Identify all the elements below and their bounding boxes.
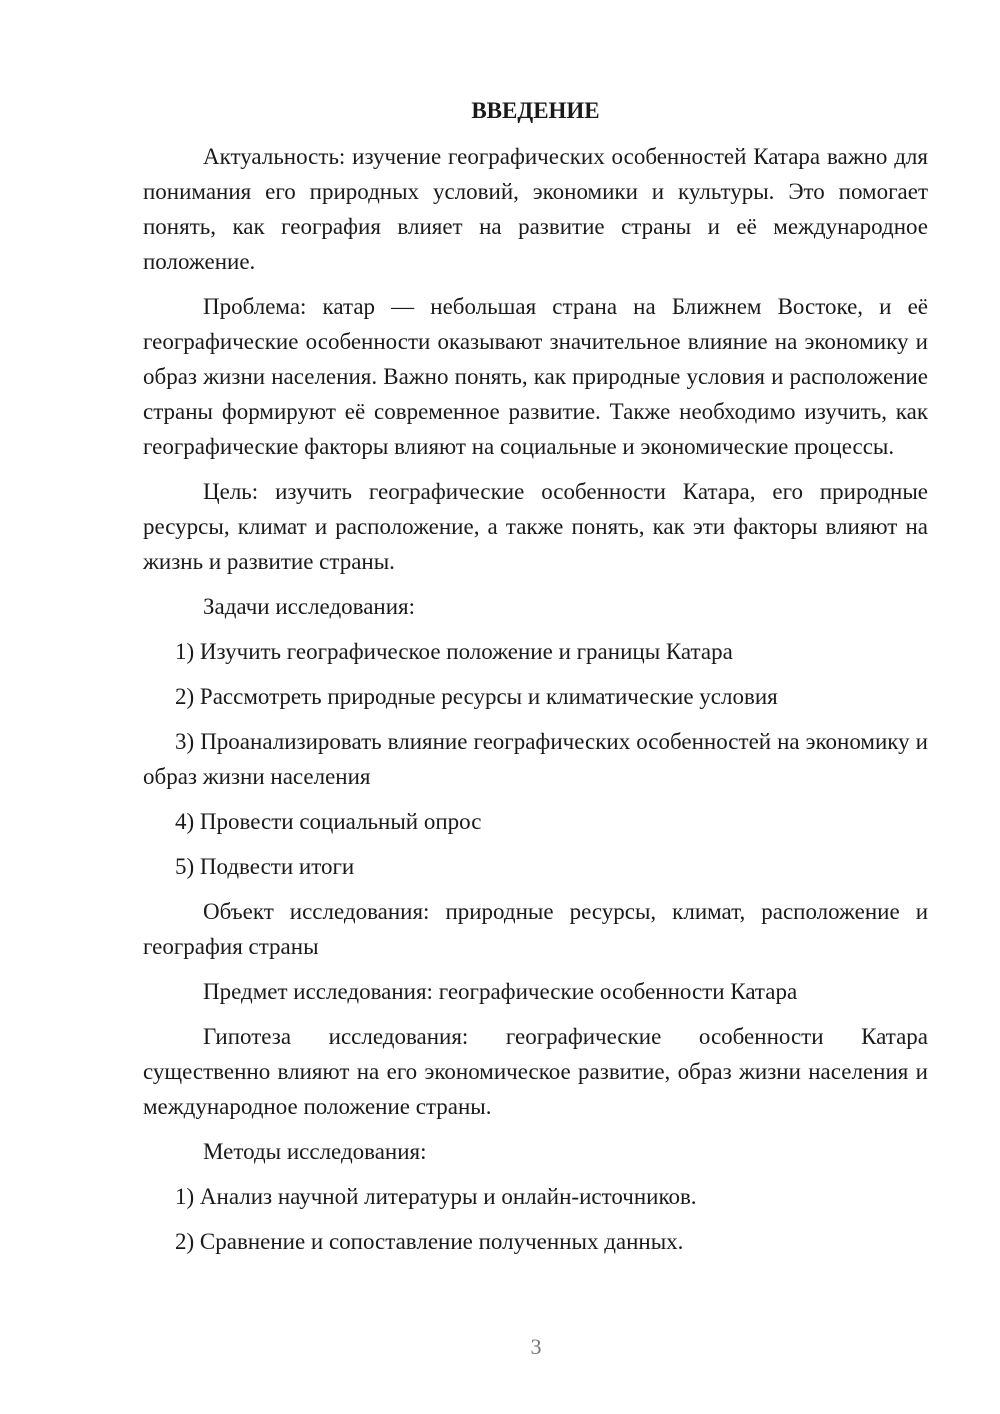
task-item: 3) Проанализировать влияние географических особенностей на экономику и образ жизни населения	[143, 729, 928, 789]
task-item: 2) Рассмотреть природные ресурсы и климатические условия	[175, 684, 778, 709]
page-number: 3	[530, 1334, 542, 1359]
task-item: 5) Подвести итоги	[175, 854, 355, 879]
hypothesis-paragraph: Гипотеза исследования: географические особенности Катара существенно влияют на его экономическое развитие, образ жизни населения и международное положение страны.	[143, 1024, 928, 1119]
task-item: 4) Провести социальный опрос	[175, 809, 482, 834]
tasks-heading: Задачи исследования:	[203, 594, 416, 619]
page-content	[143, 95, 928, 1269]
method-item: 1) Анализ научной литературы и онлайн-источников.	[175, 1184, 697, 1209]
relevance-paragraph: Актуальность: изучение географических особенностей Катара важно для понимания его природных условий, экономики и культуры. Это помогает понять, как география влияет на развитие страны и её международное положение.	[143, 144, 928, 274]
method-item: 2) Сравнение и сопоставление полученных данных.	[175, 1229, 684, 1254]
subject-paragraph: Предмет исследования: географические особенности Катара	[203, 979, 798, 1004]
goal-paragraph: Цель: изучить географические особенности Катара, его природные ресурсы, климат и расположение, а также понять, как эти факторы влияют на жизнь и развитие страны.	[143, 479, 928, 574]
methods-heading: Методы исследования:	[203, 1139, 427, 1164]
task-item: 1) Изучить географическое положение и границы Катара	[175, 639, 733, 664]
problem-paragraph: Проблема: катар — небольшая страна на Ближнем Востоке, и её географические особенности оказывают значительное влияние на экономику и образ жизни населения. Важно понять, как природные условия и расположение страны формируют её современное развитие. Также необходимо изучить, как географические факторы влияют на социальные и экономические процессы.	[143, 294, 928, 459]
object-paragraph: Объект исследования: природные ресурсы, климат, расположение и география страны	[143, 899, 928, 959]
section-title: ВВЕДЕНИЕ	[471, 98, 600, 123]
